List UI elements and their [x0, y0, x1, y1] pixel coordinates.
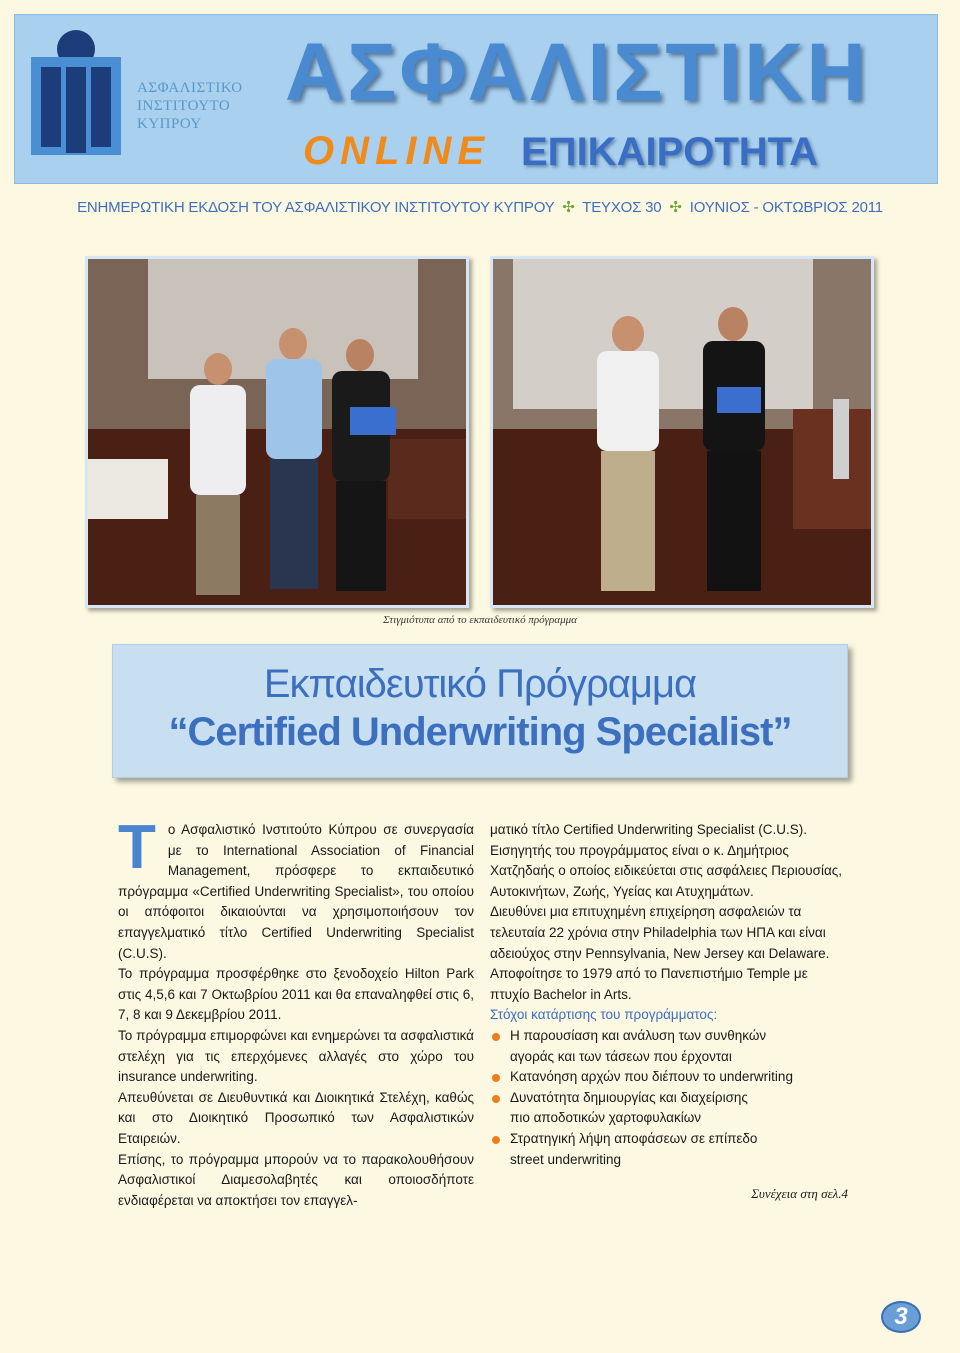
- list-item: Στρατηγική λήψη αποφάσεων σε επίπεδο street underwriting: [490, 1129, 850, 1170]
- list-item: Δυνατότητα δημιουργίας και διαχείρισης πιο αποδοτικών χαρτοφυλακίων: [490, 1088, 850, 1129]
- paragraph: ο Ασφαλιστικό Ινστιτούτο Κύπρου σε συνεργασία με το International Association of Financial Management, πρόσφερε το εκπαιδευτικό πρόγραμμα «Certified Underwriting Specialist», του οποίου οι απόφοιτοι δικαιούνται να χρησιμοποιήσουν τον επαγγελματικό τίτλο Certified Underwriting Specialist (C.U.S).: [118, 822, 474, 961]
- paragraph: ματικό τίτλο Certified Underwriting Specialist (C.U.S).: [490, 822, 808, 837]
- paragraph: Εισηγητής του προγράμματος είναι ο κ. Δημήτριος Χατζηδαής ο οποίος ειδικεύεται στις ασφάλειες Περιουσίας, Αυτοκινήτων, Ζωής, Υγείας και Ατυχημάτων.: [490, 842, 843, 899]
- institute-logo-icon: [29, 27, 123, 157]
- paragraph: Επίσης, το πρόγραμμα μπορούν να το παρακολουθήσουν Ασφαλιστικοί Διαμεσολαβητές και οποιοσδήποτε ενδιαφέρεται να αποκτήσει τον επαγγελ-: [118, 1151, 474, 1208]
- masthead: [14, 14, 938, 184]
- objectives-list: [490, 1026, 850, 1170]
- event-photo-left: [85, 256, 469, 608]
- objectives-heading: Στόχοι κατάρτισης του προγράμματος:: [490, 1007, 718, 1023]
- topical-label: ΕΠΙΚΑΙΡΟΤΗΤΑ: [521, 130, 819, 174]
- list-item: Η παρουσίαση και ανάλυση των συνθηκών αγοράς και των τάσεων που έρχονται: [490, 1026, 850, 1067]
- article-column-right: [490, 820, 850, 1205]
- online-label: ONLINE: [303, 129, 491, 173]
- page-number: 3: [881, 1301, 921, 1333]
- article-subtitle: “Certified Underwriting Specialist”: [168, 710, 792, 754]
- issue-line: ΕΝΗΜΕΡΩΤΙΚΗ ΕΚΔΟΣΗ ΤΟΥ ΑΣΦΑΛΙΣΤΙΚΟΥ ΙΝΣΤΙΤΟΥΤΟΥ ΚΥΠΡΟΥ ✣ ΤΕΥΧΟΣ 30 ✣ ΙΟΥΝΙΟΣ - ΟΚΤΩΒΡΙΟΣ 2011: [77, 199, 883, 216]
- paragraph: Το πρόγραμμα επιμορφώνει και ενημερώνει τα ασφαλιστικά στελέχη για τις επερχόμενες αλλαγές στο χώρο του insurance underwriting.: [118, 1027, 474, 1085]
- article-column-left: [118, 813, 474, 1211]
- photo-caption: Στιγμιότυπα από το εκπαιδευτικό πρόγραμμα: [383, 614, 577, 626]
- paragraph: Διευθύνει μια επιτυχημένη επιχείρηση ασφαλειών τα τελευταία 22 χρόνια στην Philadelphia των ΗΠΑ και είναι αδειούχος στην Pennsylvania, New Jersey και Delaware. Αποφοίτησε το 1979 από το Πανεπιστήμιο Temple με πτυχίο Bachelor in Arts.: [490, 904, 830, 1002]
- list-item: Κατανόηση αρχών που διέπουν το underwriting: [490, 1067, 850, 1088]
- separator-icon: ✣: [669, 199, 682, 216]
- drop-cap: Τ: [118, 813, 156, 882]
- institute-name: ΑΣΦΑΛΙΣΤΙΚΟ ΙΝΣΤΙΤΟΥΤΟ ΚΥΠΡΟΥ: [137, 80, 243, 132]
- article-title-box: [112, 644, 848, 778]
- article-title: Εκπαιδευτικό Πρόγραμμα: [263, 662, 697, 706]
- paragraph: Απευθύνεται σε Διευθυντικά και Διοικητικά Στελέχη, καθώς και στο Διοικητικό Προσωπικό των Ασφαλιστικών Εταιρειών.: [118, 1089, 474, 1146]
- separator-icon: ✣: [562, 199, 575, 216]
- event-photo-right: [490, 256, 874, 608]
- publication-title: ΑΣΦΑΛΙΣΤΙΚΗ: [285, 27, 869, 118]
- paragraph: Το πρόγραμμα προσφέρθηκε στο ξενοδοχείο Hilton Park στις 4,5,6 και 7 Οκτωβρίου 2011 και θα επαναληφθεί στις 6, 7, 8 και 9 Δεκεμβρίου 2011.: [118, 966, 474, 1023]
- continued-link[interactable]: Συνέχεια στη σελ.4: [751, 1186, 848, 1202]
